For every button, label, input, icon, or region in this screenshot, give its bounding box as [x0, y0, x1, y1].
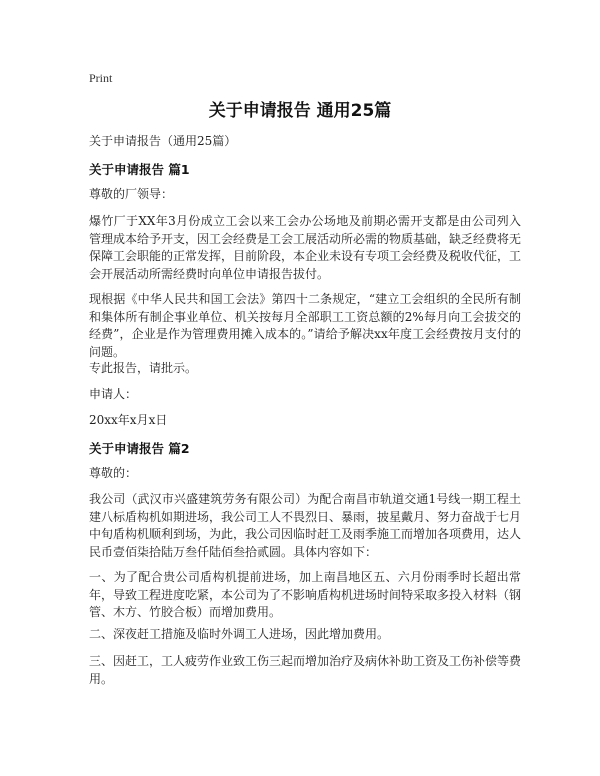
section-2-paragraph-1: 我公司（武汉市兴盛建筑劳务有限公司）为配合南昌市轨道交通1号线一期工程土建八标盾构机如期进场，我公司工人不畏烈日、暴雨，披星戴月、努力奋战于七月中旬盾构机顺利到场，为此，我公司因临时赶工及雨季施工而增加各项费用，达人民币壹佰柒拾陆万叁仟陆佰叁拾贰圆。具体内容如下：: [89, 492, 522, 559]
section-1-greeting: 尊敬的厂领导：: [89, 187, 174, 201]
page-title: 关于申请报告 通用25篇: [208, 101, 392, 121]
section-1-heading: 关于申请报告 篇1: [89, 162, 190, 177]
section-2-paragraph-2: 一、为了配合贵公司盾构机提前进场，加上南昌地区五、六月份雨季时长超出常年，导致工程进度吃紧，本公司为了不影响盾构机进场时间特采取多投入材料（钢管、木方、竹胶合板）而增加费用。: [89, 570, 522, 619]
subtitle: 关于申请报告（通用25篇）: [89, 134, 237, 148]
section-1-paragraph-3: 专此报告，请批示。: [89, 361, 198, 375]
section-2-paragraph-4: 三、因赶工，工人疲劳作业致工伤三起而增加治疗及病休补助工资及工伤补偿等费用。: [89, 654, 522, 686]
print-link[interactable]: Print: [89, 71, 113, 85]
section-2-paragraph-3: 二、深夜赶工措施及临时外调工人进场，因此增加费用。: [89, 627, 390, 641]
section-1-paragraph-1: 爆竹厂于XX年3月份成立工会以来工会办公场地及前期必需开支都是由公司列入管理成本给予开支，因工会经费是工会工展活动所必需的物质基础，缺乏经费将无保障工会职能的正常发挥，目前阶段，本企业未设有专项工会经费及税收代征，工会开展活动所需经费时向单位申请报告拔付。: [89, 214, 522, 281]
section-1-paragraph-2: 现根据《中华人民共和国工会法》第四十二条规定，“建立工会组织的全民所有制和集体所有制企事业单位、机关按每月全部职工工资总额的2%每月向工会拔交的经费”，企业是作为管理费用摊入成本的。”请给予解决xx年度工会经费按月支付的问题。: [89, 292, 521, 359]
section-1-applicant: 申请人：: [89, 387, 138, 401]
section-2-heading: 关于申请报告 篇2: [89, 441, 190, 456]
section-2-greeting: 尊敬的：: [89, 466, 138, 480]
section-1-date: 20xx年x月x日: [89, 413, 168, 427]
